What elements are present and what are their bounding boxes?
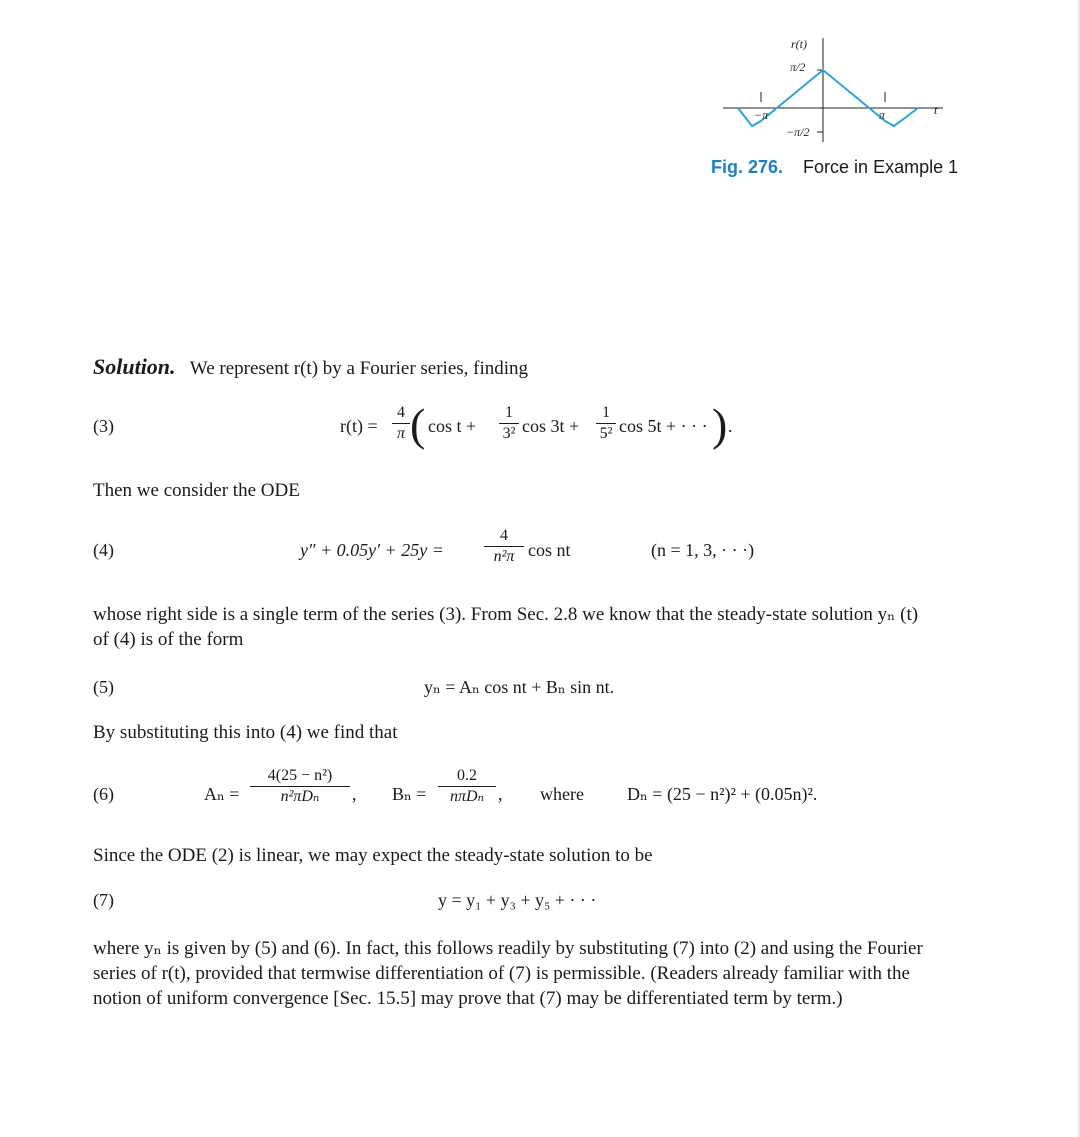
eq6-a-frac (250, 767, 350, 806)
eq3-frac2-den: 5² (599, 425, 613, 442)
eq7-expr: y = y₁ + y₃ + y₅ + · · · (438, 890, 597, 910)
eq4-frac-num: 4 (500, 527, 508, 544)
eq3-term3: cos 5t + · · · (619, 416, 708, 436)
eq3-frac1-den: 3² (502, 425, 516, 442)
eq3-coef-den: π (396, 425, 405, 442)
substitute-text: By substituting this into (4) we find that (93, 722, 398, 743)
eq6-d-expr: Dₙ = (25 − n²)² + (0.05n)². (627, 784, 818, 804)
eq3-frac2-num: 1 (602, 404, 610, 421)
eq3-term2: cos 3t + (522, 416, 580, 436)
eq3-coefficient (392, 404, 410, 443)
eq6-a-num: 4(25 − n²) (267, 767, 333, 784)
eq3-left-paren: ( (410, 399, 426, 450)
eq6-comma2: , (498, 784, 503, 804)
eq6-comma1: , (352, 784, 357, 804)
eq3-term1: cos t + (428, 416, 477, 436)
graph-ylabel: r(t) (791, 37, 807, 51)
eq3-end: . (728, 416, 733, 436)
graph-xneg-label: −π (754, 108, 769, 122)
solution-heading: Solution. (93, 354, 176, 379)
eq3-right-paren: ) (712, 399, 728, 450)
eq6-number: (6) (93, 784, 114, 804)
ode-intro: Then we consider the ODE (93, 480, 300, 501)
solution-text: We represent r(t) by a Fourier series, finding (189, 358, 529, 379)
eq6-a-lhs: Aₙ = (204, 784, 240, 804)
eq5-number: (5) (93, 677, 114, 697)
eq4-number: (4) (93, 540, 114, 560)
eq6-a-den: n²πDₙ (280, 788, 320, 805)
graph-ybottom-label: −π/2 (786, 125, 810, 139)
graph-ytop-label: π/2 (790, 60, 806, 74)
eq4-frac-den: n²π (493, 548, 515, 565)
caption-text: Force in Example 1 (803, 157, 959, 177)
final-line-1: where yₙ is given by (5) and (6). In fact, this follows readily by substituting (7) into (2) and using the Fourier (93, 938, 923, 959)
eq3-lhs: r(t) = (340, 416, 378, 436)
eq5-expr: yₙ = Aₙ cos nt + Bₙ sin nt. (424, 677, 615, 697)
graph-xlabel: t (934, 103, 938, 117)
eq6-b-den: nπDₙ (449, 788, 485, 805)
sec28-line-1: whose right side is a single term of the series (3). From Sec. 2.8 we know that the steady-state solution yₙ (t) (93, 604, 919, 625)
eq3-frac2 (596, 404, 616, 443)
eq6-b-num: 0.2 (457, 767, 477, 784)
caption-label: Fig. 276. (711, 157, 784, 177)
final-line-2: series of r(t), provided that termwise differentiation of (7) is permissible. (Readers already familiar with the (93, 963, 910, 984)
figure-caption (711, 157, 958, 178)
sec28-line-2: of (4) is of the form (93, 629, 244, 650)
eq6-b-lhs: Bₙ = (392, 784, 427, 804)
eq3-frac1 (499, 404, 519, 443)
eq6-where: where (540, 784, 584, 804)
eq7-number: (7) (93, 890, 114, 910)
eq4-lhs: y″ + 0.05y′ + 25y = (300, 540, 444, 560)
solution-paragraph (93, 354, 528, 381)
eq3-coef-num: 4 (397, 404, 405, 421)
eq3-number: (3) (93, 416, 114, 436)
eq3-frac1-num: 1 (505, 404, 513, 421)
eq4-rhs: cos nt (528, 540, 571, 560)
force-graph (718, 30, 958, 145)
final-line-3: notion of uniform convergence [Sec. 15.5] may prove that (7) may be differentiated term by term.) (93, 988, 843, 1009)
eq4-condition: (n = 1, 3, · · ·) (651, 540, 755, 560)
eq6-b-frac (438, 767, 496, 806)
linear-text: Since the ODE (2) is linear, we may expect the steady-state solution to be (93, 845, 653, 866)
graph-xpos-label: π (879, 108, 886, 122)
eq4-frac (484, 527, 524, 566)
